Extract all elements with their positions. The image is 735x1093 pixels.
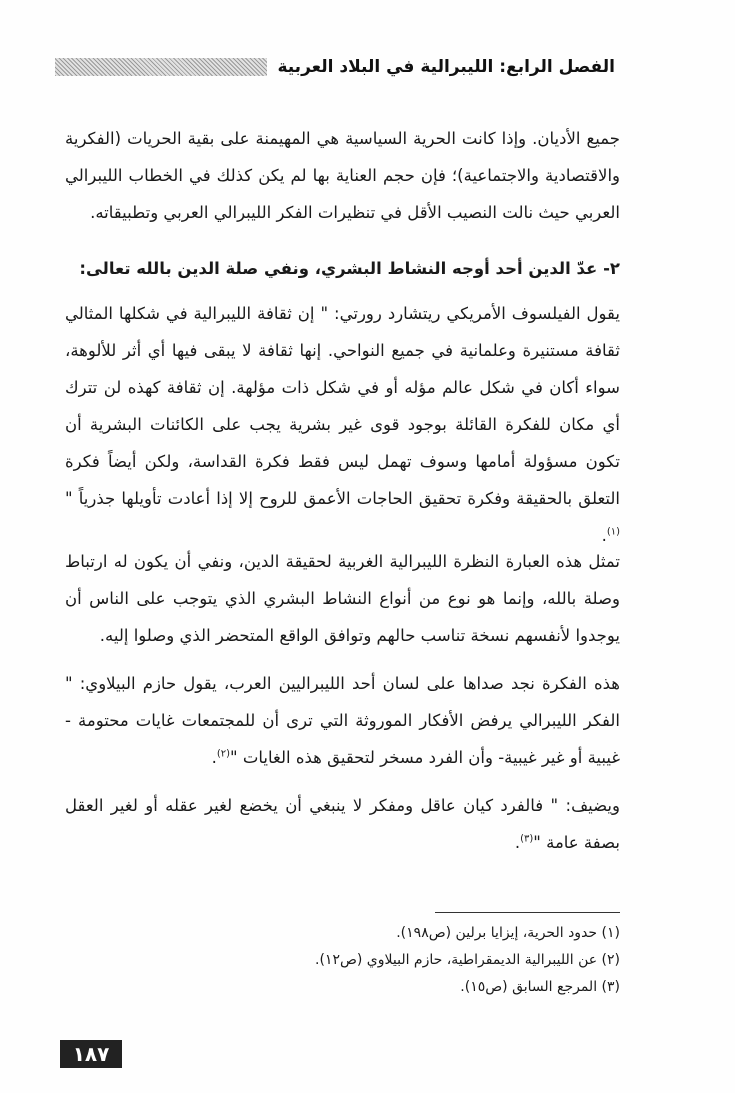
footnote-1: (١) حدود الحرية، إيزايا برلين (ص١٩٨). <box>396 925 620 941</box>
paragraph-3: تمثل هذه العبارة النظرة الليبرالية الغربية لحقيقة الدين، ونفي أن يكون له ارتباط وصلة بالله، وإنما هو نوع من أنواع النشاط البشري الذي يتوجب على الناس أن يوجدوا لأنفسهم نسخة تناسب حالهم وتوافق الواقع المتحضر الذي وصلوا إليه. <box>65 552 620 645</box>
paragraph-4-text: هذه الفكرة نجد صداها على لسان أحد الليبراليين العرب، يقول حازم البيلاوي: " الفكر الليبرالي يرفض الأفكار الموروثة التي ترى أن للمجتمعات غايات محتومة - غيبية أو غير غيبية- وأن الفرد مسخر لتحقيق هذه الغايات " <box>65 674 620 767</box>
paragraph-5-text: ويضيف: " فالفرد كيان عاقل ومفكر لا ينبغي أن يخضع لغير عقله أو لغير العقل بصفة عامة " <box>65 796 620 852</box>
footnote-ref-3: (٣) <box>520 833 534 845</box>
running-header <box>55 52 615 82</box>
paragraph-2-end: . <box>601 526 607 545</box>
paragraph-4-end: . <box>211 748 217 767</box>
paragraph-5-end: . <box>514 833 521 852</box>
section-heading: ٢- عدّ الدين أحد أوجه النشاط البشري، ونفي صلة الدين بالله تعالى: <box>79 259 620 278</box>
paragraph-5 <box>65 787 620 861</box>
page-number: ١٨٧ <box>60 1040 122 1068</box>
paragraph-2-text: يقول الفيلسوف الأمريكي ريتشارد رورتي: " إن ثقافة الليبرالية في شكلها المثالي ثقافة مستنيرة وعلمانية في جميع النواحي. إنها ثقافة لا يبقى فيها أي أثر للألوهة، سواء أكان في شكل عالم مؤله أو في شكل ذات مؤلهة. إن ثقافة كهذه لن تترك أي مكان للفكرة القائلة بوجود قوى غير بشرية يجب على الكائنات البشرية أن تكون مسؤولة أمامها وسوف تهمل ليس فقط فكرة القداسة، ولكن أيضاً فكرة التعلق بالحقيقة وفكرة تحقيق الحاجات الأعمق للروح إلا إذا أعادت تأويلها جذرياً " <box>65 304 620 508</box>
footnote-2: (٢) عن الليبرالية الديمقراطية، حازم البيلاوي (ص١٢). <box>315 952 620 968</box>
paragraph-2 <box>65 295 620 554</box>
footnotes <box>200 920 620 1001</box>
chapter-title: الفصل الرابع: الليبرالية في البلاد العربية <box>277 57 615 77</box>
footnote-ref-2: (٢) <box>216 748 231 760</box>
footnote-3: (٣) المرجع السابق (ص١٥). <box>460 979 620 995</box>
footnote-divider <box>435 912 620 913</box>
paragraph-1: جميع الأديان. وإذا كانت الحرية السياسية هي المهيمنة على بقية الحريات (الفكرية والاقتصادية والاجتماعية)؛ فإن حجم العناية بها لم يكن كذلك في الخطاب الليبرالي العربي حيث نالت النصيب الأقل في تنظيرات الفكر الليبرالي العربي وتطبيقاته. <box>65 129 620 222</box>
footnote-ref-1: (١) <box>606 526 620 538</box>
paragraph-4 <box>65 665 620 776</box>
header-decorative-bar <box>55 58 267 76</box>
